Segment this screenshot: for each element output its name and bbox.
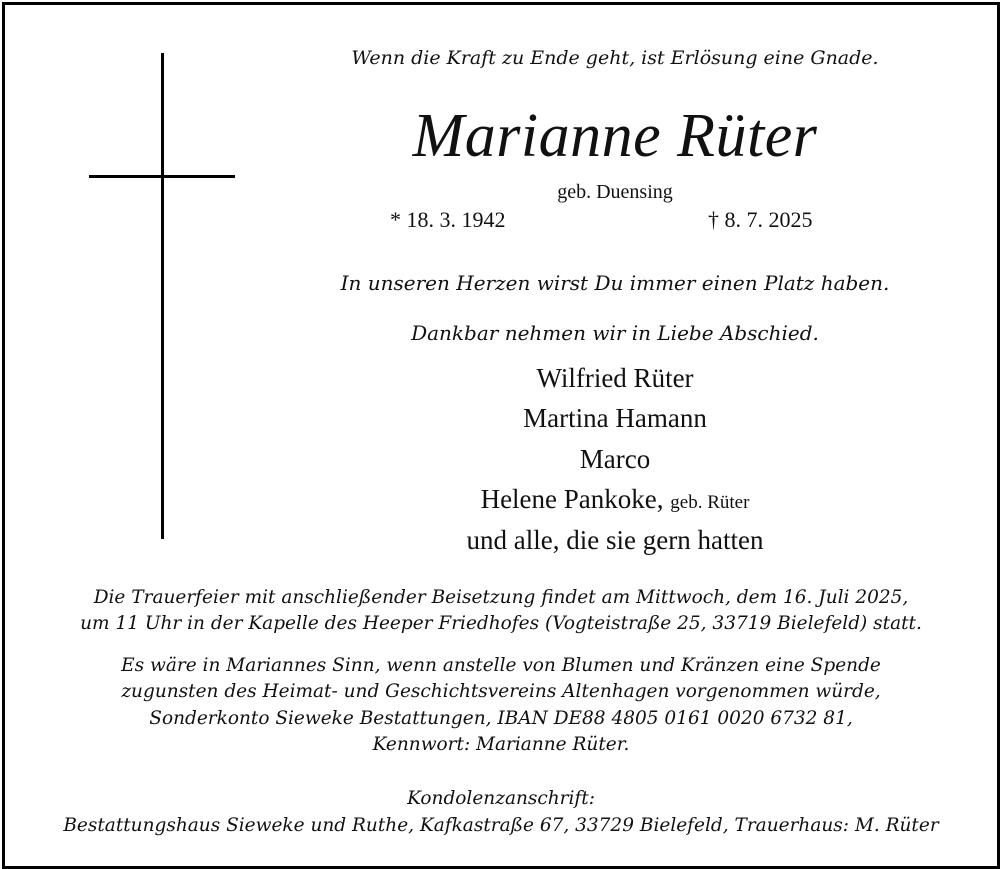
ceremony-line: um 11 Uhr in der Kapelle des Heeper Friedhofes (Vogteistraße 25, 33719 Bielefeld) statt.: [80, 613, 922, 634]
deceased-name: Marianne Rüter: [412, 102, 818, 170]
header-block: [305, 5, 925, 565]
family-member: [305, 484, 925, 515]
family-member-maiden-note: geb. Rüter: [670, 492, 750, 513]
family-closing: und alle, die sie gern hatten: [466, 525, 764, 555]
family-member: Marco: [579, 444, 651, 474]
donation-line: Kennwort: Marianne Rüter.: [372, 734, 630, 755]
donation-line: zugunsten des Heimat- und Geschichtsvereins Altenhagen vorgenommen würde,: [121, 681, 881, 702]
heart-sentence: In unseren Herzen wirst Du immer einen Platz haben.: [340, 271, 890, 295]
maiden-name: geb. Duensing: [557, 181, 673, 203]
family-member: Wilfried Rüter: [536, 363, 694, 393]
birth-date: * 18. 3. 1942: [390, 207, 506, 232]
family-member: Martina Hamann: [523, 403, 707, 433]
condolence-label: Kondolenzanschrift:: [407, 788, 595, 809]
donation-line: Es wäre in Mariannes Sinn, wenn anstelle von Blumen und Kränzen eine Spende: [121, 655, 881, 676]
obituary-notice: [2, 2, 1000, 869]
motto: Wenn die Kraft zu Ende geht, ist Erlösung eine Gnade.: [351, 47, 879, 69]
cross-icon-horizontal-bar: [89, 175, 235, 178]
thanks-sentence: Dankbar nehmen wir in Liebe Abschied.: [411, 321, 819, 345]
ceremony-line: Die Trauerfeier mit anschließender Beisetzung findet am Mittwoch, dem 16. Juli 2025,: [93, 587, 909, 608]
death-date: † 8. 7. 2025: [708, 207, 813, 232]
condolence-address: Bestattungshaus Sieweke und Ruthe, Kafkastraße 67, 33729 Bielefeld, Trauerhaus: M. Rüter: [63, 815, 939, 836]
cross-icon-vertical-bar: [161, 53, 164, 539]
donation-line: Sonderkonto Sieweke Bestattungen, IBAN DE88 4805 0161 0020 6732 81,: [149, 708, 853, 729]
family-member-name: Helene Pankoke,: [480, 484, 664, 514]
